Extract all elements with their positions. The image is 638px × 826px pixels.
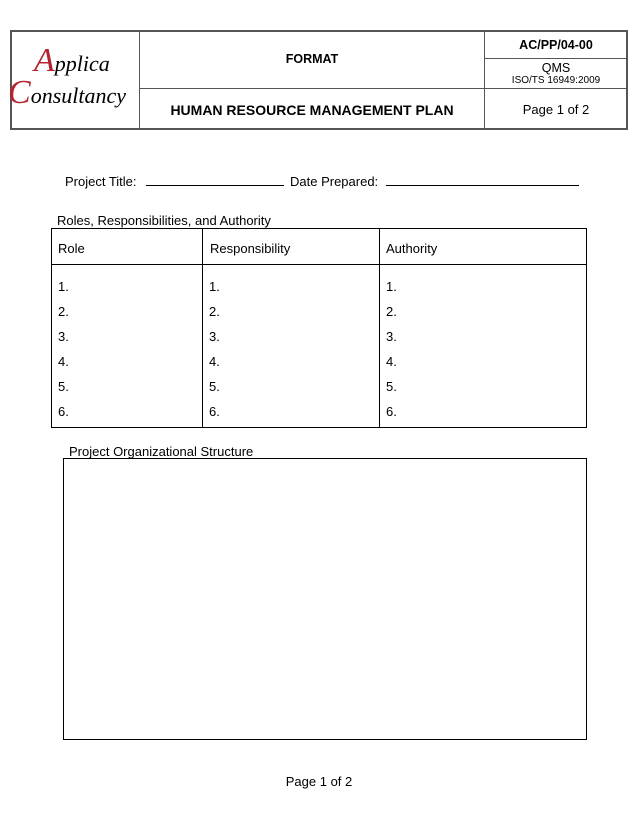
- column-header-authority: Authority: [386, 241, 438, 256]
- table-cell[interactable]: 6.: [209, 404, 220, 419]
- table-divider: [51, 264, 587, 265]
- table-cell[interactable]: 6.: [386, 404, 397, 419]
- table-divider: [202, 228, 203, 428]
- roles-table: [51, 228, 587, 428]
- table-cell[interactable]: 2.: [58, 304, 69, 319]
- logo-line-2: Consultancy: [8, 74, 127, 111]
- date-prepared-field[interactable]: [386, 185, 579, 186]
- header-divider: [484, 58, 628, 59]
- document-title: HUMAN RESOURCE MANAGEMENT PLAN: [170, 102, 454, 118]
- format-label: FORMAT: [285, 52, 339, 66]
- company-logo: [10, 30, 140, 130]
- table-cell[interactable]: 4.: [209, 354, 220, 369]
- table-cell[interactable]: 3.: [58, 329, 69, 344]
- table-cell[interactable]: 5.: [58, 379, 69, 394]
- column-header-responsibility: Responsibility: [210, 241, 291, 256]
- table-divider: [379, 228, 380, 428]
- table-cell[interactable]: 3.: [209, 329, 220, 344]
- table-cell[interactable]: 4.: [58, 354, 69, 369]
- column-header-role: Role: [58, 241, 85, 256]
- table-cell[interactable]: 2.: [386, 304, 397, 319]
- table-cell[interactable]: 1.: [386, 279, 397, 294]
- table-cell[interactable]: 3.: [386, 329, 397, 344]
- project-title-label: Project Title:: [65, 174, 137, 189]
- table-cell[interactable]: 5.: [386, 379, 397, 394]
- footer-page-number: Page 1 of 2: [285, 774, 353, 789]
- logo-line-1: Applica: [34, 42, 110, 79]
- table-cell[interactable]: 6.: [58, 404, 69, 419]
- table-cell[interactable]: 1.: [58, 279, 69, 294]
- table-cell[interactable]: 2.: [209, 304, 220, 319]
- header-divider: [140, 88, 628, 89]
- date-prepared-label: Date Prepared:: [290, 174, 379, 189]
- project-title-field[interactable]: [146, 185, 284, 186]
- table-cell[interactable]: 1.: [209, 279, 220, 294]
- table-cell[interactable]: 4.: [386, 354, 397, 369]
- qms-label: QMS: [541, 61, 571, 75]
- header-page-number: Page 1 of 2: [522, 102, 590, 117]
- table-cell[interactable]: 5.: [209, 379, 220, 394]
- document-code: AC/PP/04-00: [519, 38, 593, 52]
- roles-section-title: Roles, Responsibilities, and Authority: [57, 213, 271, 228]
- org-structure-title: Project Organizational Structure: [69, 444, 254, 459]
- iso-standard: ISO/TS 16949:2009: [511, 75, 601, 86]
- org-structure-box[interactable]: [63, 458, 587, 740]
